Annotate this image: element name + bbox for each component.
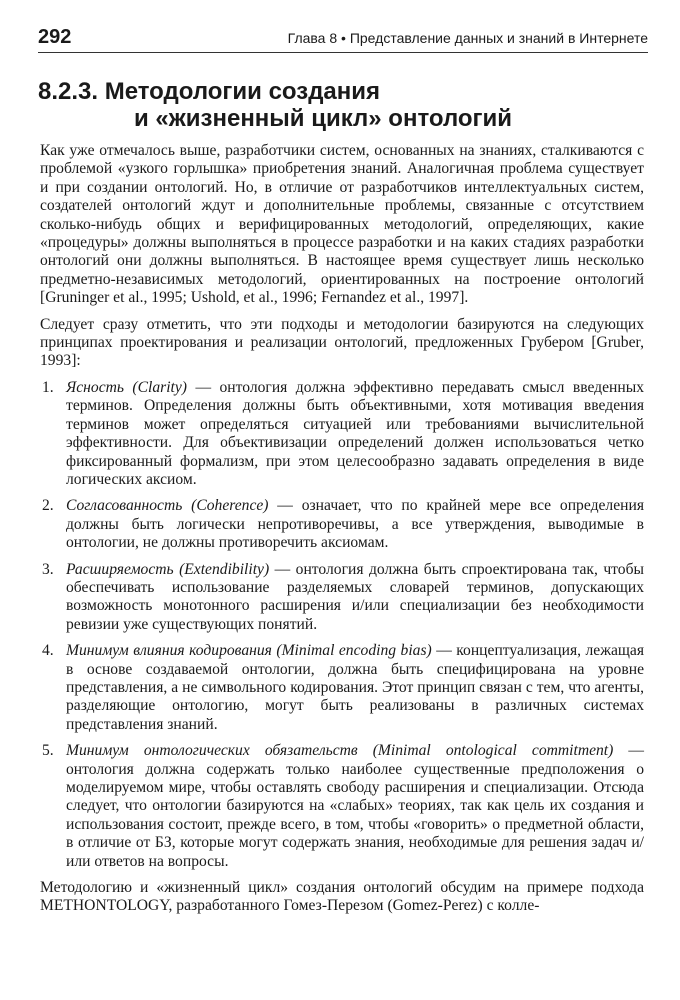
principle-text: — концептуализация, лежащая в основе создаваемой онтологии, должна быть специфицирована на уровне представления, а не символьного кодирования. Этот принцип связан с тем, что агенты, разделяющие онтологию, могут быть реализованы в различных системах представления знаний. [66,642,644,733]
principle-number: 3. [42,560,54,578]
principle-number: 2. [42,497,54,515]
principle-number: 5. [42,742,54,760]
body-text [40,142,644,924]
section-title-line-2: и «жизненный цикл» онтологий [134,105,513,132]
principle-text: — онтология должна содержать только наиболее существенные предположения о моделируемом мире, чтобы оставлять свободу расширения и специализации. Отсюда следует, что онтологии базируются на «слабых» теориях, так как цель их создания и использования состоит, прежде всего, в том, чтобы «говорить» о предметной области, в отличие от БЗ, которые могут содержать знания, необходимые для решения задач и/или ответов на вопросы. [66,742,645,870]
principle-number: 4. [42,642,54,660]
closing-paragraph: Методологию и «жизненный цикл» создания онтологий обсудим на примере подхода METHONTOLOGY, разработанного Гомез-Перезом (Gomez-Perez) с колле- [40,879,644,915]
principle-item [40,642,644,734]
principle-item [40,742,644,871]
principle-term: Ясность (Clarity) [66,378,188,396]
principle-item [40,379,644,489]
principle-text: — онтология должна быть спроектирована так, чтобы обеспечивать использование разделяемых словарей терминов, допускающих возможность монотонного расширения и/или специализации без необходимости ревизии уже существующих понятий. [66,560,644,633]
section-title-line-1: 8.2.3. Методологии создания [38,78,381,105]
principle-item [40,561,644,635]
intro-paragraph: Как уже отмечалось выше, разработчики систем, основанных на знаниях, сталкиваются с проблемой «узкого горлышка» приобретения знаний. Аналогичная проблема существует и при создании онтологий. Но, в отличие от разработчиков интеллектуальных систем, создателей онтологий ждут и дополнительные проблемы, связанные с отсутствием сколько-нибудь общих и верифицированных методологий, определяющих, какие «процедуры» должны выполняться в процессе разработки и на каких стадиях разработки онтологий они должны выполняться. В настоящее время существует лишь несколько предметно-независимых методологий, ориентированных на построение онтологий [Gruninger et al., 1995; Ushold, et al., 1996; Fernandez et al., 1997]. [40,142,644,307]
lead-paragraph: Следует сразу отметить, что эти подходы и методологии базируются на следующих принципах проектирования и реализации онтологий, предложенных Грубером [Gruber, 1993]: [40,315,644,370]
section-title [38,78,598,132]
principles-list [40,379,644,871]
page-header [38,26,648,53]
principle-term: Минимум влияния кодирования (Minimal encoding bias) [66,642,432,660]
principle-number: 1. [42,378,54,396]
page-number: 292 [38,26,72,48]
principle-term: Согласованность (Coherence) [66,497,269,515]
principle-text: — означает, что по крайней мере все определения должны быть логически непротиворечивы, а все утверждения, выводимые в онтологии, не должны противоречить аксиомам. [66,497,644,552]
principle-text: — онтология должна эффективно передавать смысл введенных терминов. Определения должны быть объективными, хотя мотивация введения терминов может определяться ситуацией или требованиями вычислительной эффективности. Для объективизации определений должен использоваться четко фиксированный формализм, при этом целесообразно задавать определения в виде логических аксиом. [66,378,644,488]
running-title: Глава 8 • Представление данных и знаний в Интернете [287,30,648,46]
principle-term: Минимум онтологических обязательств (Minimal ontological commitment) [66,742,614,760]
principle-item [40,497,644,552]
principle-term: Расширяемость (Extendibility) [66,560,270,578]
